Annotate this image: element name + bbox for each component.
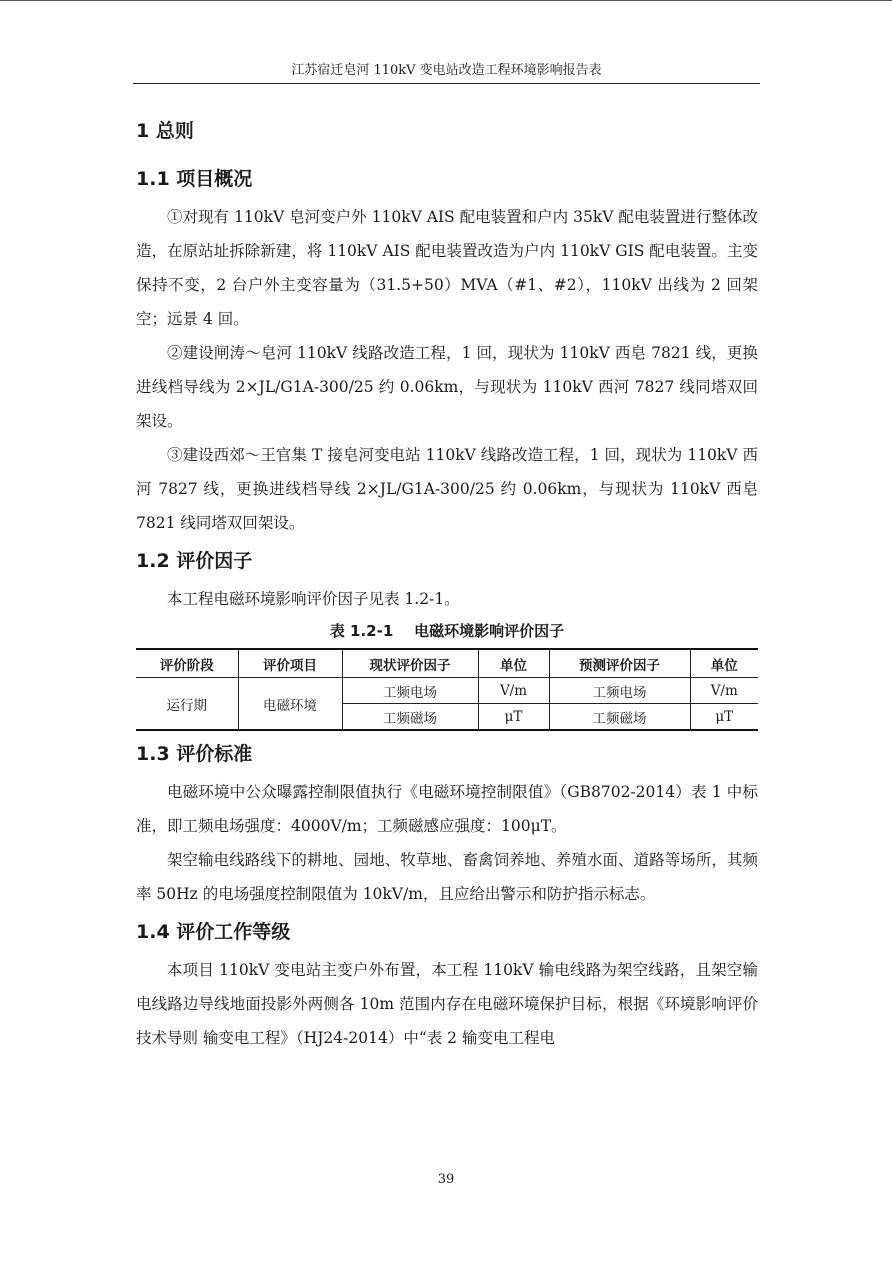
section-1-3-heading: 1.3 评价标准 (136, 743, 253, 765)
table-cell: 工频电场 (549, 678, 690, 704)
evaluation-factors-table (136, 648, 758, 731)
running-header: 江苏宿迁皂河 110kV 变电站改造工程环境影响报告表 (291, 63, 602, 78)
table-cell: μT (478, 704, 549, 731)
table-header-cell: 预测评价因子 (549, 649, 690, 678)
table-cell-stage: 运行期 (136, 678, 238, 731)
table-caption: 表 1.2-1 电磁环境影响评价因子 (329, 622, 565, 640)
document-body (136, 114, 758, 1055)
table-cell: 工频电场 (342, 678, 478, 704)
standards-paragraph-1: 电磁环境中公众曝露控制限值执行《电磁环境控制限值》（GB8702-2014）表 1 中标准，即工频电场强度：4000V/m；工频磁感应强度：100μT。 (136, 783, 758, 835)
table-cell: V/m (690, 678, 758, 704)
section-1-heading: 1 总则 (136, 120, 194, 142)
project-overview-paragraph-1: ①对现有 110kV 皂河变户外 110kV AIS 配电装置和户内 35kV 配电装置进行整体改造，在原站址拆除新建，将 110kV AIS 配电装置改造为户内 110kV GIS 配电装置。主变保持不变，2 台户外主变容量为（31.5+50）MVA（#1、#2），110kV 出线为 2 回架空；远景 4 回。 (136, 208, 758, 328)
header-rule (133, 83, 760, 84)
page-number: 39 (437, 1172, 455, 1187)
table-cell: μT (690, 704, 758, 731)
section-1-4-heading: 1.4 评价工作等级 (136, 921, 291, 943)
page-top-border (0, 0, 892, 1)
table-cell-item: 电磁环境 (238, 678, 342, 731)
table-header-cell: 评价项目 (238, 649, 342, 678)
project-overview-paragraph-2: ②建设闸涛～皂河 110kV 线路改造工程，1 回，现状为 110kV 西皂 7821 线，更换进线档导线为 2×JL/G1A-300/25 约 0.06km，与现状为 110kV 西河 7827 线同塔双回架设。 (136, 344, 758, 430)
table-row (136, 678, 758, 704)
evaluation-factors-intro: 本工程电磁环境影响评价因子见表 1.2-1。 (167, 590, 460, 608)
table-cell: 工频磁场 (342, 704, 478, 731)
table-header-row (136, 649, 758, 678)
table-header-cell: 单位 (478, 649, 549, 678)
section-1-2-heading: 1.2 评价因子 (136, 550, 253, 572)
project-overview-paragraph-3: ③建设西郊～王官集 T 接皂河变电站 110kV 线路改造工程，1 回，现状为 110kV 西河 7827 线，更换进线档导线 2×JL/G1A-300/25 约 0.06km，与现状为 110kV 西皂 7821 线同塔双回架设。 (136, 446, 758, 532)
table-header-cell: 评价阶段 (136, 649, 238, 678)
standards-paragraph-2: 架空输电线路线下的耕地、园地、牧草地、畜禽饲养地、养殖水面、道路等场所，其频率 50Hz 的电场强度控制限值为 10kV/m，且应给出警示和防护指示标志。 (136, 851, 758, 903)
table-header-cell: 单位 (690, 649, 758, 678)
table-header-cell: 现状评价因子 (342, 649, 478, 678)
section-1-1-heading: 1.1 项目概况 (136, 168, 253, 190)
table-cell: V/m (478, 678, 549, 704)
table-cell: 工频磁场 (549, 704, 690, 731)
work-level-paragraph-1: 本项目 110kV 变电站主变户外布置，本工程 110kV 输电线路为架空线路，且架空输电线路边导线地面投影外两侧各 10m 范围内存在电磁环境保护目标，根据《环境影响评价技术导则 输变电工程》（HJ24-2014）中“表 2 输变电工程电 (136, 961, 758, 1047)
